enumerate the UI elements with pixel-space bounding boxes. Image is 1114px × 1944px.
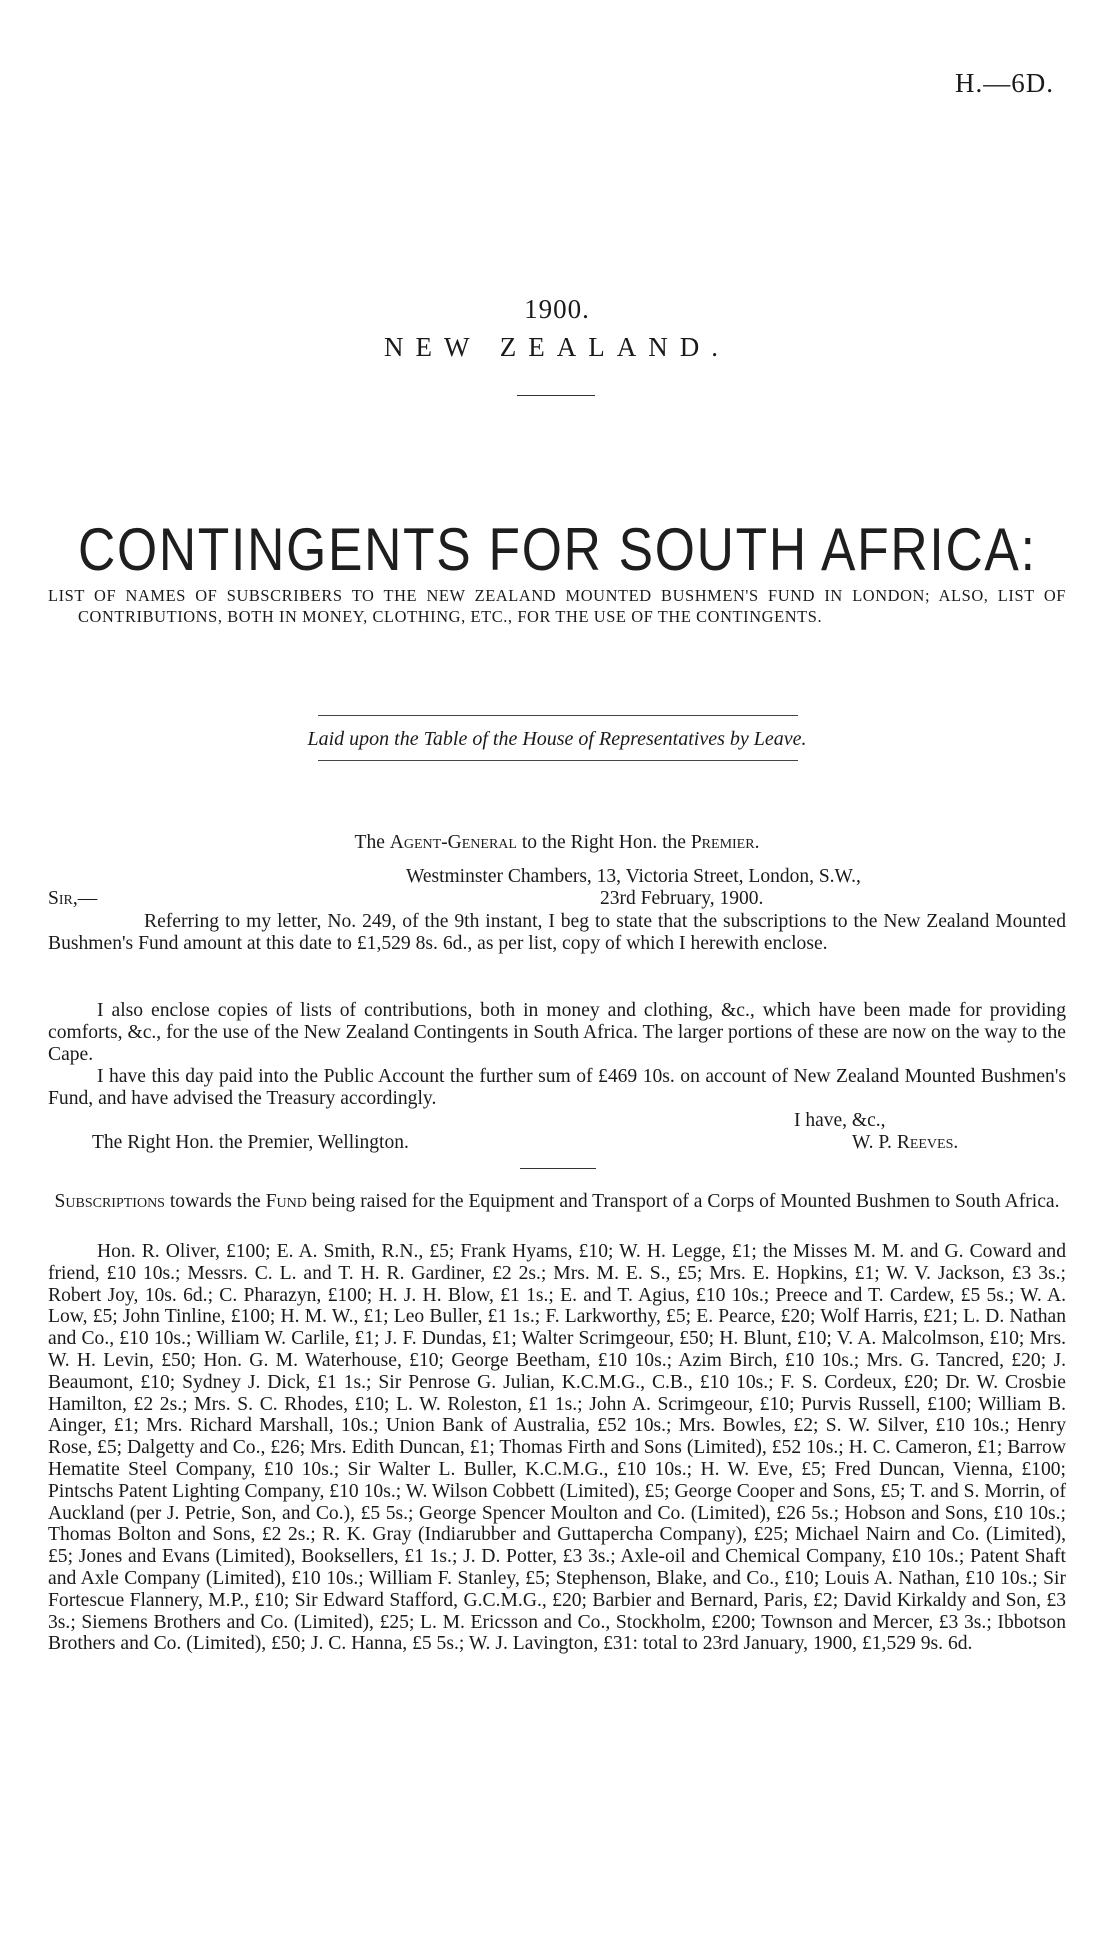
- paper-reference: H.—6D.: [955, 68, 1054, 98]
- letter-paragraph: I also enclose copies of lists of contributions, both in money and clothing, &c., which have been made for providing comforts, &c., for the use of the New Zealand Contingents in South Africa. The larger portions of these are now on the way to the Cape.: [48, 1000, 1066, 1065]
- divider: [318, 715, 798, 716]
- signature-initials: W. P.: [852, 1132, 897, 1153]
- letter-paragraph: I have this day paid into the Public Account the further sum of £469 10s. on account of New Zealand Mounted Bushmen's Fund, and have advised the Treasury accordingly.: [48, 1066, 1066, 1109]
- subscriptions-heading-fund: Fund: [265, 1191, 307, 1212]
- letter-heading-prefix: The: [354, 832, 390, 853]
- letter-heading-suffix: .: [754, 832, 760, 853]
- document-subtitle: LIST OF NAMES OF SUBSCRIBERS TO THE NEW ZEALAND MOUNTED BUSHMEN'S FUND IN LONDON; ALSO, LIST OF CONTRIBUTIONS, BOTH IN MONEY, CLOTHING, ETC., FOR THE USE OF THE CONTINGENTS.: [48, 586, 1066, 626]
- letter-heading: [0, 832, 1114, 854]
- subscriptions-list: Hon. R. Oliver, £100; E. A. Smith, R.N., £5; Frank Hyams, £10; W. H. Legge, £1; the Misses M. M. and G. Coward and friend, £10 10s.; Messrs. C. L. and T. H. R. Gardiner, £2 2s.; Mrs. M. E. S., £5; Mrs. E. Hopkins, £1; W. V. Jackson, £3 3s.; Robert Joy, 10s. 6d.; C. Pharazyn, £100; H. J. H. Blow, £1 1s.; E. and T. Agius, £10 10s.; Preece and T. Cardew, £5 5s.; W. A. Low, £5; John Tinline, £100; H. M. W., £1; Leo Buller, £1 1s.; F. Larkworthy, £5; E. Pearce, £20; Wolf Harris, £21; L. D. Nathan and Co., £10 10s.; William W. Carlile, £1; J. F. Dundas, £1; Walter Scrimgeour, £50; H. Blunt, £10; V. A. Malcolmson, £10; Mrs. W. H. Levin, £50; Hon. G. M. Waterhouse, £10; George Beetham, £10 10s.; Azim Birch, £10 10s.; Mrs. G. Tancred, £20; J. Beaumont, £10; Sydney J. Dick, £1 1s.; Sir Penrose G. Julian, K.C.M.G., C.B., £10 10s.; F. S. Cordeux, £20; Dr. W. Crosbie Hamilton, £2 2s.; Mrs. S. C. Rhodes, £10; L. W. Roleston, £1 1s.; John A. Scrimgeour, £10; Purvis Russell, £100; William B. Ainger, £1; Mrs. Richard Marshall, 10s.; Union Bank of Australia, £52 10s.; Mrs. Bowles, £2; S. W. Silver, £10 10s.; Henry Rose, £5; Dalgetty and Co., £26; Mrs. Edith Duncan, £1; Thomas Firth and Sons (Limited), £52 10s.; H. C. Cameron, £1; Barrow Hematite Steel Company, £10 10s.; Sir Walter L. Buller, K.C.M.G., £10 10s.; H. W. Eve, £5; Fred Duncan, Vienna, £100; Pintschs Patent Lighting Company, £10 10s.; W. Wilson Cobbett (Limited), £5; George Cooper and Sons, £5; T. and S. Morrin, of Auckland (per J. Petrie, Son, and Co.), £5 5s.; George Spencer Moulton and Co. (Limited), £26 5s.; Hobson and Sons, £10 10s.; Thomas Bolton and Sons, £2 2s.; R. K. Gray (Indiarubber and Guttapercha Company), £25; Michael Nairn and Co. (Limited), £5; Jones and Evans (Limited), Booksellers, £1 1s.; J. D. Potter, £3 3s.; Axle-oil and Chemical Company, £10 10s.; Patent Shaft and Axle Company (Limited), £10 10s.; William F. Stanley, £5; Stephenson, Blake, and Co., £10; Louis A. Nathan, £10 10s.; Sir Fortescue Flannery, M.P., £10; Sir Edward Stafford, G.C.M.G., £20; Barbier and Bernard, Paris, £2; David Kirkaldy and Son, £3 3s.; Siemens Brothers and Co. (Limited), £25; L. M. Ericsson and Co., Stockholm, £200; Townson and Mercer, £3 3s.; Ibbotson Brothers and Co. (Limited), £50; J. C. Hanna, £5 5s.; W. J. Lavington, £31: total to 23rd January, 1900, £1,529 9s. 6d.: [48, 1241, 1066, 1655]
- subscriptions-heading: [48, 1191, 1066, 1213]
- letter-recipient-title: Premier: [690, 832, 755, 853]
- subscriptions-heading-text: being raised for the Equipment and Transport of a Corps of Mounted Bushmen to South Africa.: [306, 1191, 1060, 1212]
- country-heading: NEW ZEALAND.: [384, 332, 730, 362]
- document-title: CONTINGENTS FOR SOUTH AFRICA:: [77, 516, 1037, 583]
- letter-signature: [852, 1132, 958, 1154]
- laid-upon-table-note: Laid upon the Table of the House of Representatives by Leave.: [307, 728, 807, 750]
- letter-address: Westminster Chambers, 13, Victoria Street, London, S.W.,: [406, 866, 861, 887]
- signature-name: Reeves.: [896, 1132, 959, 1153]
- year-heading: 1900.: [524, 294, 590, 324]
- subscriptions-heading-text: towards the: [164, 1191, 266, 1212]
- divider: [318, 760, 798, 761]
- letter-recipient: The Right Hon. the Premier, Wellington.: [92, 1132, 409, 1153]
- divider: [520, 1168, 596, 1169]
- letter-closing: I have, &c.,: [794, 1110, 886, 1131]
- letter-date: 23rd February, 1900.: [600, 888, 764, 909]
- letter-heading-middle: to the Right Hon. the: [516, 832, 691, 853]
- letter-sender: Agent-General: [389, 832, 517, 853]
- letter-salutation: Sir,—: [48, 888, 98, 909]
- divider: [517, 395, 595, 396]
- subscriptions-heading-word: Subscriptions: [54, 1191, 165, 1212]
- letter-paragraph: Referring to my letter, No. 249, of the 9th instant, I beg to state that the subscriptions to the New Zealand Mounted Bushmen's Fund amount at this date to £1,529 8s. 6d., as per list, copy of which I herewith enclose.: [48, 911, 1066, 954]
